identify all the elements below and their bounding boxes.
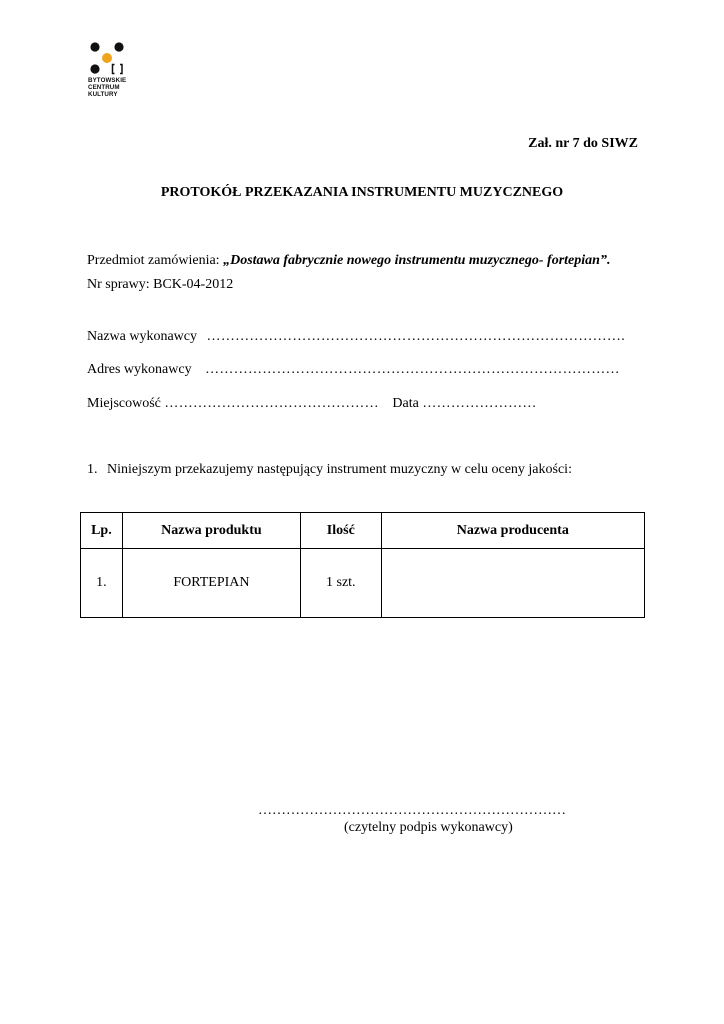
document-title: PROTOKÓŁ PRZEKAZANIA INSTRUMENTU MUZYCZNEGO xyxy=(160,185,564,200)
contractor-name-row xyxy=(87,329,625,345)
subject-line xyxy=(87,253,610,269)
cell-lp: 1. xyxy=(81,549,123,618)
logo-dot-center xyxy=(102,53,112,63)
contractor-address-row xyxy=(87,362,620,378)
logo-dot-bottom-left xyxy=(90,64,99,73)
organization-logo xyxy=(88,42,138,108)
date-label: Data xyxy=(392,396,419,411)
cell-manufacturer[interactable] xyxy=(381,549,644,618)
case-number-value: BCK-04-2012 xyxy=(153,277,234,292)
column-header-product: Nazwa produktu xyxy=(122,513,300,549)
subject-label: Przedmiot zamówienia: xyxy=(87,253,220,268)
contractor-name-label: Nazwa wykonawcy xyxy=(87,329,198,344)
logo-bracket-icon xyxy=(113,65,123,74)
case-number-line xyxy=(87,277,233,293)
statement-text: Niniejszym przekazujemy następujący instrument muzyczny w celu oceny jakości: xyxy=(107,462,572,477)
cell-quantity: 1 szt. xyxy=(301,549,382,618)
signature-field[interactable]: ………………………………………………………… xyxy=(258,803,566,818)
column-header-quantity: Ilość xyxy=(301,513,382,549)
statement-line xyxy=(87,462,572,478)
contractor-name-field[interactable]: ……………………………………………………………………………. xyxy=(206,329,626,344)
contractor-address-field[interactable]: …………………………………………………………………………… xyxy=(205,362,620,377)
logo-line: KULTURY xyxy=(88,91,118,98)
subject-value: „Dostawa fabrycznie nowego instrumentu muzycznego- fortepian”. xyxy=(223,253,611,268)
logo-dots-icon xyxy=(88,42,128,76)
statement-number: 1. xyxy=(87,462,98,477)
table-row xyxy=(81,549,645,618)
table-header-row xyxy=(81,513,645,549)
column-header-lp: Lp. xyxy=(81,513,123,549)
cell-product: FORTEPIAN xyxy=(122,549,300,618)
place-field[interactable]: ……………………………………… xyxy=(164,396,379,411)
logo-line: CENTRUM xyxy=(88,84,120,91)
logo-dot-top-left xyxy=(90,42,99,51)
column-header-manufacturer: Nazwa producenta xyxy=(381,513,644,549)
instrument-table xyxy=(80,512,645,618)
date-field[interactable]: …………………… xyxy=(422,396,537,411)
logo-wordmark xyxy=(88,77,126,98)
logo-line: BYTOWSKIE xyxy=(88,77,127,84)
place-date-row xyxy=(87,396,537,412)
contractor-address-label: Adres wykonawcy xyxy=(87,362,192,377)
signature-label: (czytelny podpis wykonawcy) xyxy=(344,820,513,835)
place-label: Miejscowość xyxy=(87,396,161,411)
case-number-label: Nr sprawy: xyxy=(87,277,150,292)
logo-dot-top-right xyxy=(114,42,123,51)
attachment-label: Zał. nr 7 do SIWZ xyxy=(528,136,638,151)
